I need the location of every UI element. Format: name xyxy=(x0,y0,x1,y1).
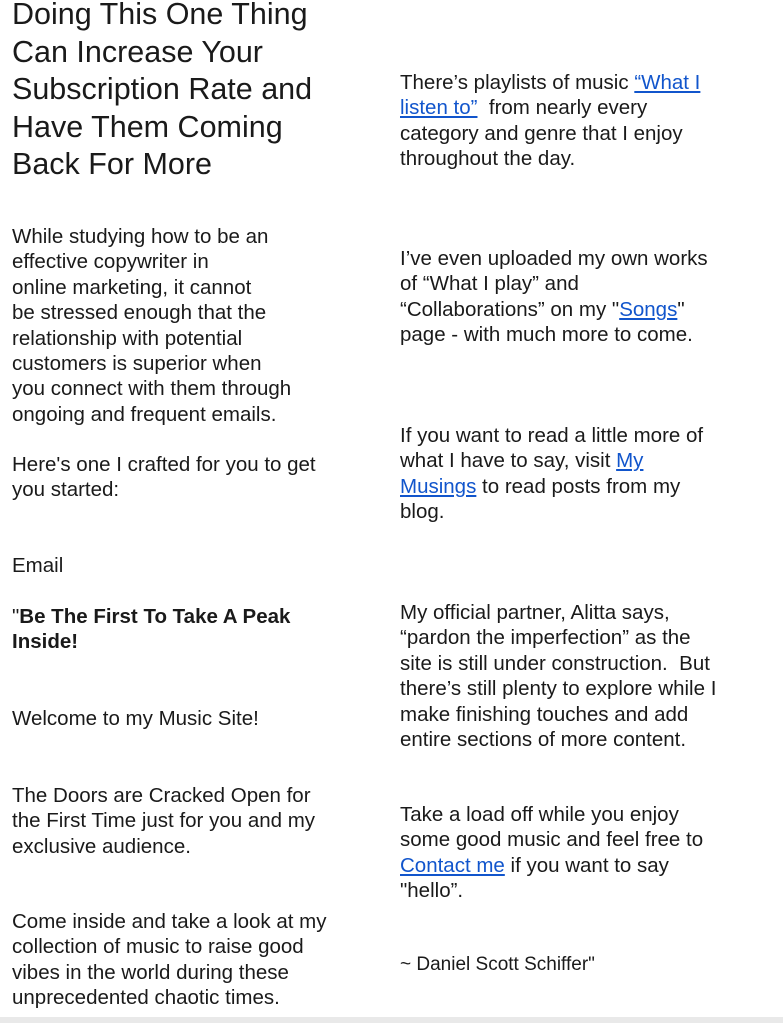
playlists-paragraph xyxy=(400,70,700,172)
partner-paragraph xyxy=(400,600,716,752)
text-line: I’ve even uploaded my own works xyxy=(400,247,708,270)
songs-link[interactable]: Songs xyxy=(619,297,678,321)
title-line: Have Them Coming xyxy=(12,109,283,144)
text-span: to read posts from my xyxy=(476,474,681,498)
text-line: Here's one I crafted for you to get xyxy=(12,453,316,476)
text-line: site is still under construction. But xyxy=(400,651,710,675)
text-line: The Doors are Cracked Open for xyxy=(12,784,311,807)
uploaded-paragraph xyxy=(400,246,708,348)
text-line: be stressed enough that the xyxy=(12,301,267,325)
subject-line: Inside! xyxy=(12,630,79,654)
text-span: if you want to say xyxy=(504,853,669,877)
text-span: There’s playlists of music xyxy=(400,71,635,94)
email-subject xyxy=(12,604,290,655)
title-line: Back For More xyxy=(12,147,212,181)
text-line: blog. xyxy=(400,500,445,524)
text-line: vibes in the world during these xyxy=(12,960,289,984)
text-line: My official partner, Alitta says, xyxy=(400,601,670,624)
text-line: category and genre that I enjoy xyxy=(400,121,683,145)
bottom-divider xyxy=(0,1017,783,1023)
text-line: you started: xyxy=(12,478,120,502)
text-line: the First Time just for you and my xyxy=(12,809,316,833)
contact-me-link[interactable]: Contact me xyxy=(400,853,505,877)
welcome-line: Welcome to my Music Site! xyxy=(12,707,259,730)
text-line: entire sections of more content. xyxy=(400,728,687,752)
text-line: Come inside and take a look at my xyxy=(12,910,327,933)
intro-paragraph xyxy=(12,224,291,427)
come-inside-paragraph xyxy=(12,909,327,1011)
what-i-listen-to-link[interactable]: “What I xyxy=(634,71,701,94)
quote-mark: " xyxy=(12,605,20,628)
text-span: from nearly every xyxy=(477,96,648,120)
text-line: “pardon the imperfection” as the xyxy=(400,626,691,650)
text-line: customers is superior when xyxy=(12,352,262,376)
text-line: throughout the day. xyxy=(400,147,576,171)
musings-paragraph xyxy=(400,423,703,525)
contact-paragraph xyxy=(400,802,703,904)
text-line: you connect with them through xyxy=(12,377,292,401)
text-span: what I have to say, visit xyxy=(400,449,617,473)
text-line: make finishing touches and add xyxy=(400,702,689,726)
my-musings-link[interactable]: My xyxy=(616,449,644,473)
text-line: there’s still plenty to explore while I xyxy=(400,677,717,701)
email-label: Email xyxy=(12,554,64,577)
signature: ~ Daniel Scott Schiffer" xyxy=(400,954,595,975)
doors-paragraph xyxy=(12,783,315,859)
text-line: some good music and feel free to xyxy=(400,828,704,852)
text-line: collection of music to raise good xyxy=(12,935,304,959)
article-title xyxy=(12,0,312,184)
my-musings-link-cont[interactable]: Musings xyxy=(400,474,477,498)
what-i-listen-to-link-cont[interactable]: listen to” xyxy=(400,96,478,120)
text-line: Take a load off while you enjoy xyxy=(400,803,679,826)
text-line: relationship with potential xyxy=(12,326,243,350)
text-line: "hello”. xyxy=(400,879,464,903)
text-line: ongoing and frequent emails. xyxy=(12,402,277,426)
title-line: Doing This One Thing xyxy=(12,0,308,31)
text-line: effective copywriter in xyxy=(12,250,209,274)
text-line: of “What I play” and xyxy=(400,272,579,296)
text-line: online marketing, it cannot xyxy=(12,275,252,299)
text-line: page - with much more to come. xyxy=(400,323,693,347)
crafted-paragraph xyxy=(12,452,316,503)
text-span: “Collaborations” on my " xyxy=(400,297,620,321)
text-span: " xyxy=(677,297,685,321)
text-line: While studying how to be an xyxy=(12,225,269,248)
title-line: Can Increase Your xyxy=(12,34,263,69)
text-line: unprecedented chaotic times. xyxy=(12,986,280,1010)
title-line: Subscription Rate and xyxy=(12,72,313,106)
text-line: exclusive audience. xyxy=(12,834,191,858)
subject-line: Be The First To Take A Peak xyxy=(19,605,291,628)
text-line: If you want to read a little more of xyxy=(400,424,704,447)
